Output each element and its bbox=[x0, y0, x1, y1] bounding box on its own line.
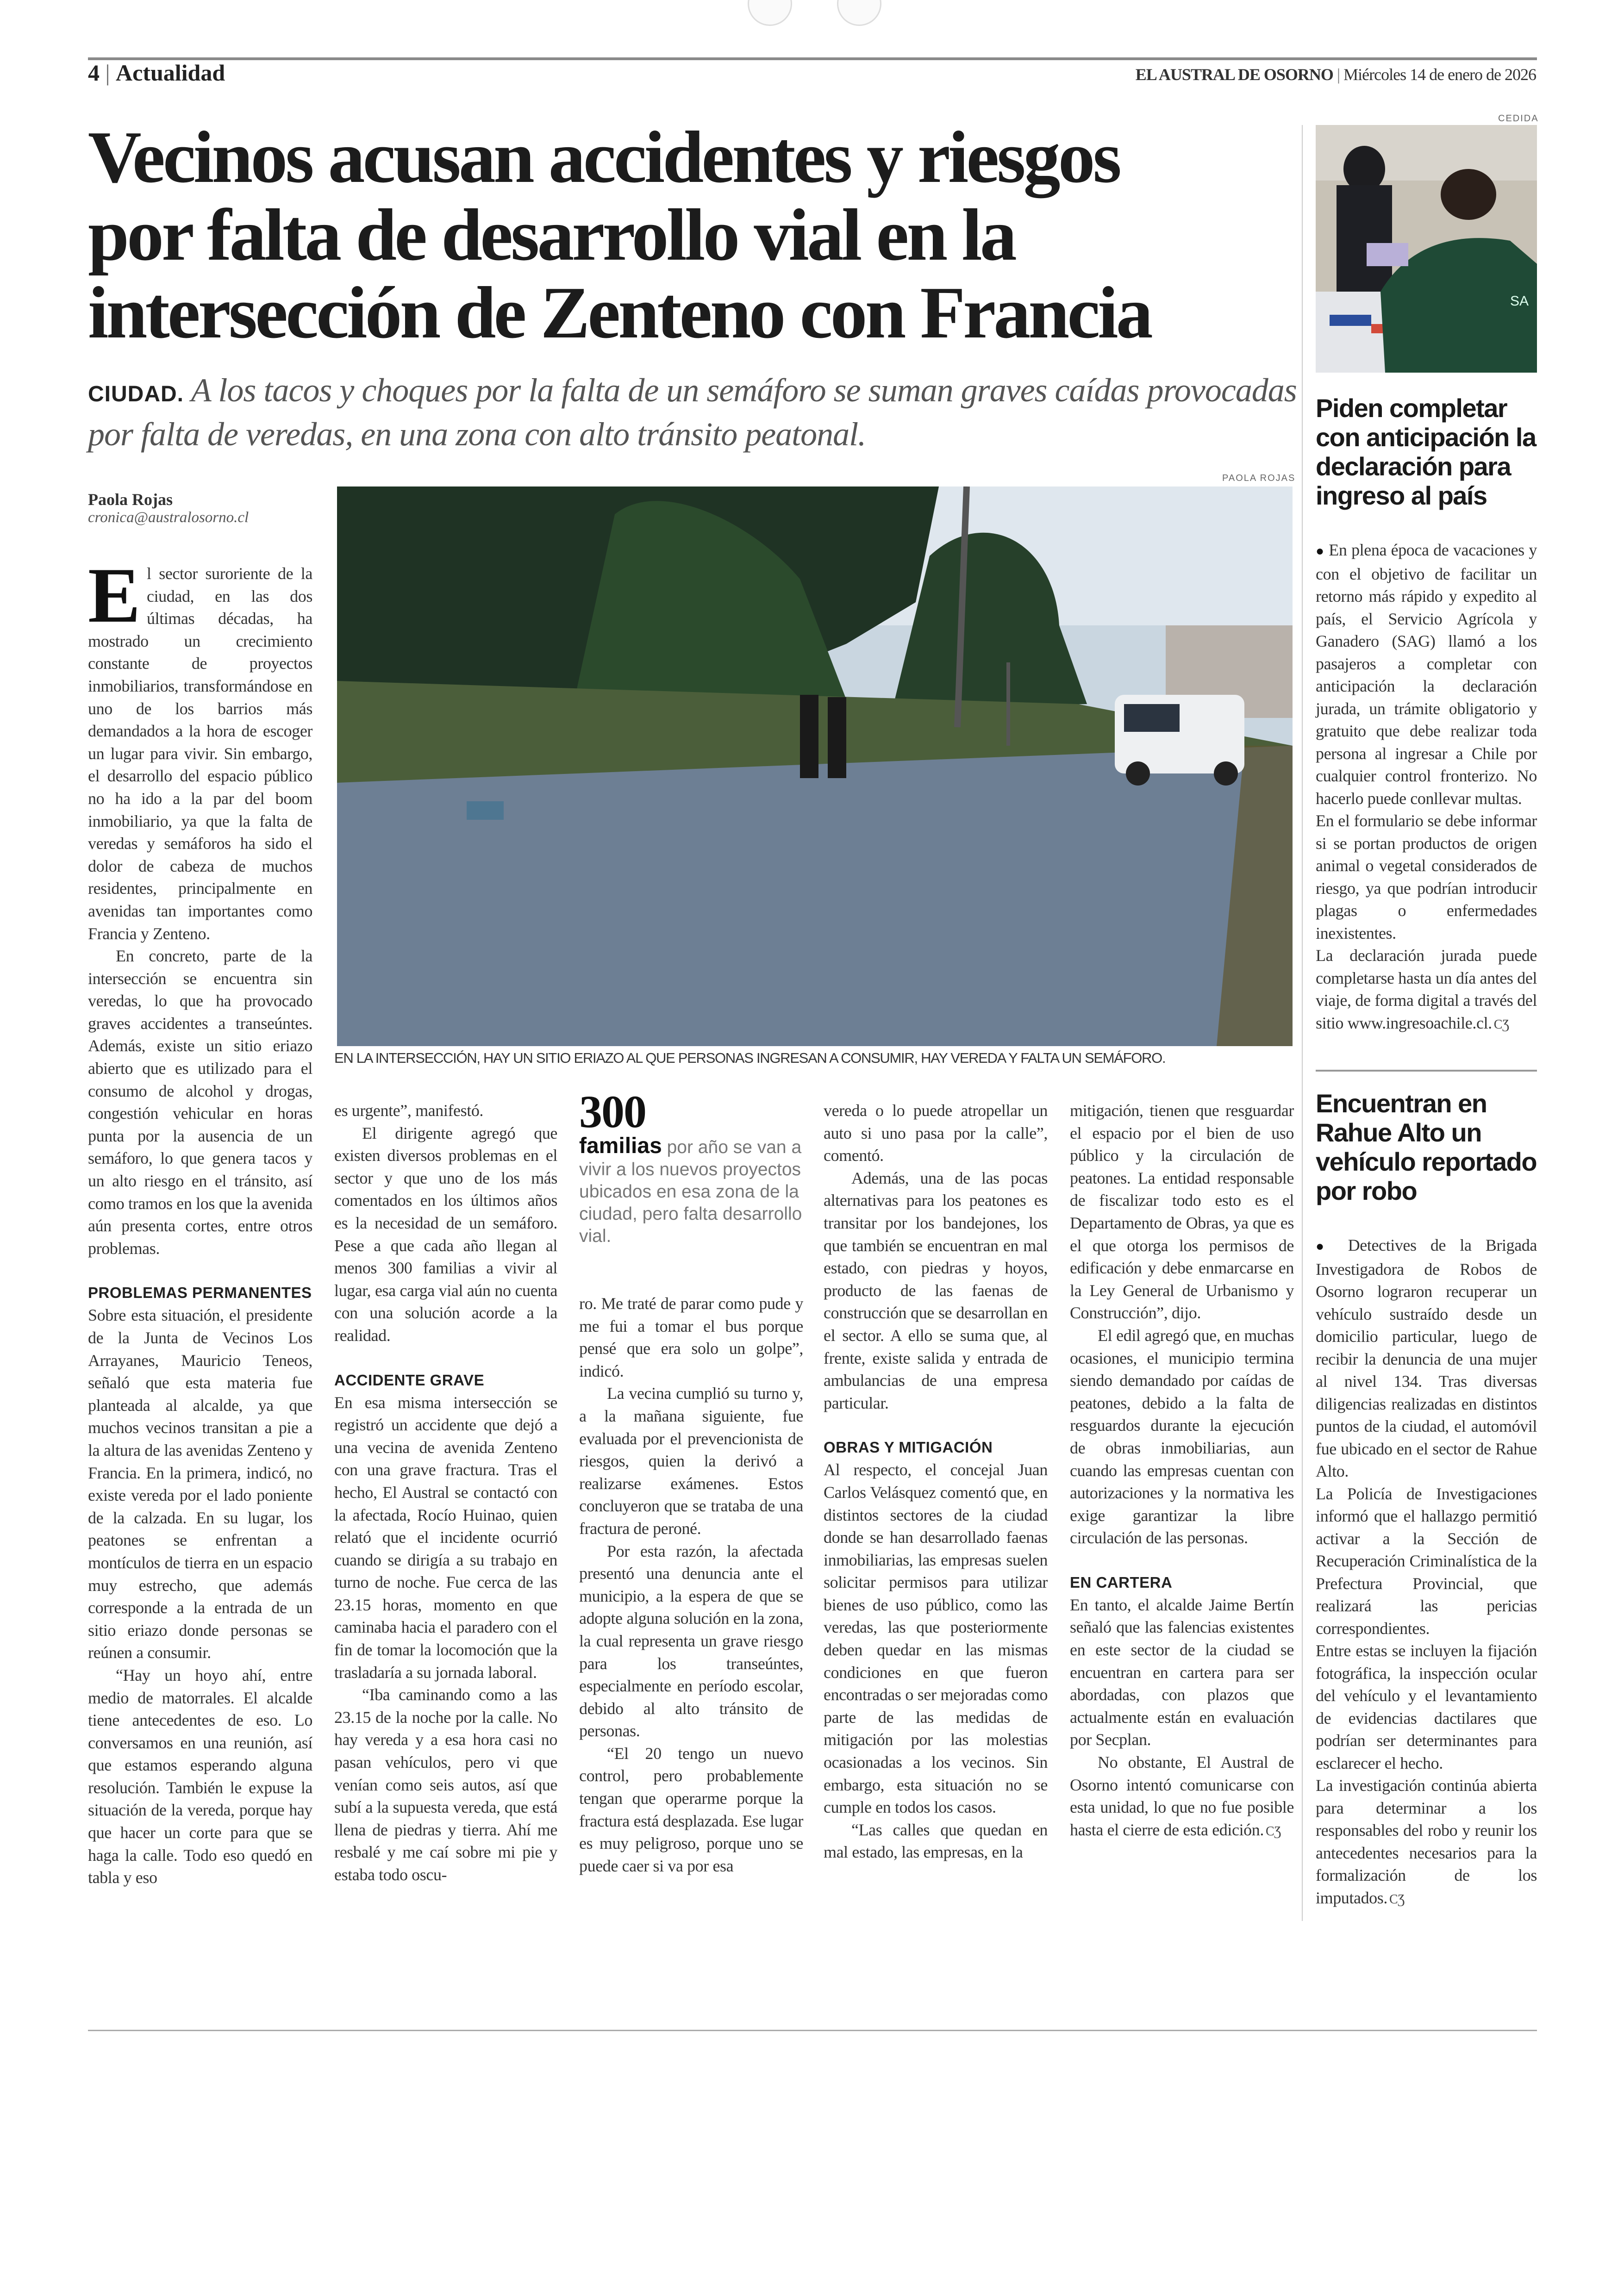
highlight-box bbox=[579, 1086, 803, 1247]
paper-dateline: EL AUSTRAL DE OSORNO | Miércoles 14 de enero de 2026 bbox=[1135, 65, 1536, 84]
sidebar-story-1 bbox=[1316, 393, 1537, 1036]
article-column-3 bbox=[579, 1292, 803, 1877]
story-paragraph: La investigación continúa abierta para determinar a los responsables del robo y reunir los antecedentes necesarios para la formalización de los imputados. bbox=[1316, 1776, 1537, 1907]
subheading: OBRAS Y MITIGACIÓN bbox=[824, 1439, 993, 1456]
bullet-icon: ● bbox=[1316, 543, 1324, 559]
paragraph bbox=[579, 1742, 803, 1877]
paragraph-text: Al respecto, el concejal Juan Carlos Velásquez comentó que, en distintos sectores de la ciudad donde se han desarrollado faenas inmobiliarias, las empresas suelen solicitar permisos para utilizar bienes de uso público, como las veredas, las que posteriormente deben quedar en las mismas condiciones en que fueron encontradas o ser mejoradas como parte de las medidas de mitigación por las molestias ocasionadas a los vecinos. Sin embargo, esta situación no se cumple en todos los casos. bbox=[824, 1460, 1048, 1817]
header-rule bbox=[88, 57, 1537, 60]
photo-credit: PAOLA ROJAS bbox=[1222, 473, 1296, 483]
subheading: EN CARTERA bbox=[1070, 1573, 1173, 1591]
article-column-5 bbox=[1070, 1099, 1294, 1843]
paragraph bbox=[579, 1540, 803, 1742]
paragraph-text: “Hay un hoyo ahí, entre medio de matorrales. El alcalde tiene antecedentes de eso. Lo conversamos en una reunión, así que estamos esperando alguna resolución. También le expuse la situación de la vereda, porque hay que hacer un corte para que se haga la calle. Todo eso quedó en tabla y eso bbox=[88, 1665, 312, 1887]
paragraph bbox=[88, 552, 312, 945]
sag-logo: SA bbox=[1510, 293, 1529, 309]
paragraph bbox=[334, 1684, 557, 1886]
paragraph bbox=[1070, 1099, 1294, 1324]
paragraph bbox=[88, 1664, 312, 1889]
paragraph-text: Sobre esta situación, el presidente de la Junta de Vecinos Los Arrayanes, Mauricio Teneos, señaló que esta materia fue planteada al alcalde, ya que muchos vecinos transitan a pie a la altura de las avenidas Zenteno y Francia. En la primera, indicó, no existe vereda por el lado poniente de la calzada. En su lugar, los peatones se enfrentan a montículos de tierra en un espacio muy estrecho, que además corresponde a la entrada de un sitio eriazo donde personas se reúnen a consumir. bbox=[88, 1306, 312, 1662]
highlight-word: familias bbox=[579, 1134, 662, 1158]
paragraph-text: Por esta razón, la afectada presentó una denuncia ante el municipio, a la espera de que se adopte alguna solución en la zona, la cual representa un grave riesgo para los transeúntes, especialmente en período escolar, debido al alto tránsito de personas. bbox=[579, 1541, 803, 1740]
paragraph-text: “El 20 tengo un nuevo control, pero probablemente tengan que operarme porque la fractura está desplazada. Ese lugar es muy peligroso, porque uno se puede caer si va por esa bbox=[579, 1744, 803, 1875]
paragraph-text: “Iba caminando como a las 23.15 de la noche por la calle. No hay vereda y a esa hora casi no pasan vehículos, pero vi que venían como seis autos, así que subí a la supuesta vereda, que está llena de piedras y tierra. Ahí me resbalé y me caí sobre mi pie y estaba todo oscu- bbox=[334, 1685, 557, 1884]
paragraph-text: ro. Me traté de parar como pude y me fui a tomar el bus porque pensé que era solo un golpe”, indicó. bbox=[579, 1294, 803, 1380]
footer-rule bbox=[88, 2030, 1537, 2031]
paragraph-text: mitigación, tienen que resguardar el espacio por el bien de uso público y la circulación de peatones. La entidad responsable de fiscalizar todo esto es el Departamento de Obras, ya que es el que otorga los permisos de edificación y debe enmarcarse en la Ley General de Urbanismo y Construcción”, dijo. bbox=[1070, 1101, 1294, 1322]
drop-cap: E bbox=[88, 552, 140, 639]
story-headline: Encuentran en Rahue Alto un vehículo reportado por robo bbox=[1316, 1089, 1537, 1205]
headline-line: intersección de Zenteno con Francia bbox=[88, 271, 1151, 354]
end-mark-icon: CƷ bbox=[1493, 1017, 1509, 1032]
paragraph bbox=[824, 1819, 1048, 1864]
paragraph bbox=[1070, 1594, 1294, 1751]
paragraph bbox=[579, 1382, 803, 1540]
sidebar-story-2 bbox=[1316, 1089, 1537, 1911]
subtitle-text: A los tacos y choques por la falta de un semáforo se suman graves caídas provocadas por falta de veredas, en una zona con alto tránsito peatonal. bbox=[88, 372, 1297, 453]
story-headline: Piden completar con anticipación la declaración para ingreso al país bbox=[1316, 393, 1536, 510]
photo-caption: EN LA INTERSECCIÓN, HAY UN SITIO ERIAZO AL QUE PERSONAS INGRESAN A CONSUMIR, HAY VEREDA Y FALTA UN SEMÁFORO. bbox=[334, 1050, 1166, 1066]
bullet-icon: ● bbox=[1316, 1239, 1334, 1254]
paragraph-text: En concreto, parte de la intersección se encuentra sin veredas, lo que ha provocado graves accidentes a transeúntes. Además, existe un sitio eriazo abierto que es utilizado para el consumo de alcohol y drogas, congestión vehicular en horas punta por la ausencia de un semáforo, lo que genera tacos y un alto riesgo en el tránsito, así como tramos en los que la avenida aún presenta cortes, entre otros problemas. bbox=[88, 947, 312, 1258]
street-photo bbox=[337, 486, 1293, 1046]
headline-line: por falta de desarrollo vial en la bbox=[88, 193, 1015, 276]
article-subtitle bbox=[88, 370, 1301, 454]
headline-line: Vecinos acusan accidentes y riesgos bbox=[88, 116, 1119, 198]
sidebar-photo-credit: CEDIDA bbox=[1498, 113, 1539, 124]
paragraph-text: es urgente”, manifestó. bbox=[334, 1101, 484, 1120]
story-paragraph: La Policía de Investigaciones informó que el hallazgo permitió activar a la Sección de Recuperación Criminalística de la Prefectura Provincial, que realizará las pericias correspondientes. bbox=[1316, 1484, 1537, 1638]
paragraph-text: En esa misma intersección se registró un accidente que dejó a una vecina de avenida Zenteno con una grave fractura. Tras el hecho, El Austral se contactó con la afectada, Rocío Huinao, quien relató que el incidente ocurrió cuando se dirigía a su trabajo en turno de noche. Fue cerca de las 23.15 horas, momento en que caminaba hacia el paradero con el fin de tomar la locomoción que la trasladaría a su jornada laboral. bbox=[334, 1393, 557, 1682]
section-name: Actualidad bbox=[116, 60, 225, 86]
paragraph bbox=[88, 1304, 312, 1664]
subheading: ACCIDENTE GRAVE bbox=[334, 1371, 485, 1389]
section-header: 4 | Actualidad bbox=[88, 60, 225, 86]
nav-prev-button[interactable] bbox=[748, 0, 792, 26]
article-headline bbox=[88, 116, 1301, 354]
paragraph-text: El dirigente agregó que existen diversos problemas en el sector y que uno de los más comentados en los últimos años es la necesidad de un semáforo. Pese a que cada año llegan al menos 300 familias a vivir al lugar, esa carga vial aún no cuenta con una solución acorde a la realidad. bbox=[334, 1123, 557, 1345]
paragraph-text: vereda o lo puede atropellar un auto si uno pasa por la calle”, comentó. bbox=[824, 1101, 1048, 1165]
author-email[interactable]: cronica@australosorno.cl bbox=[88, 509, 249, 526]
byline bbox=[88, 490, 249, 526]
paper-name: EL AUSTRAL DE OSORNO bbox=[1135, 65, 1333, 84]
story-paragraph: En plena época de vacaciones y con el objetivo de facilitar un retorno más rápido y expedito al país, el Servicio Agrícola y Ganadero (SAG) llamó a los pasajeros a completar con anticipación la declaración jurada, un trámite obligatorio y gratuito que debe realizar toda persona al ingresar a Chile por cualquier control fronterizo. No hacerlo puede conllevar multas. bbox=[1316, 541, 1537, 808]
paragraph-text: En tanto, el alcalde Jaime Bertín señaló que las falencias existentes en este sector de la ciudad se encuentran en cartera para ser abordadas, con plazos que actualmente están en evaluación por Secplan. bbox=[1070, 1595, 1294, 1749]
paragraph-text: Además, una de las pocas alternativas para los peatones es transitar por los bandejones, los que también se encuentran en mal estado, con piedras y hoyos, producto de las faenas de construcción que se desarrollan en el sector. A ello se suma que, al frente, existe salida y entrada de ambulancias de una empresa particular. bbox=[824, 1168, 1048, 1412]
paragraph bbox=[334, 1099, 557, 1122]
page-number: 4 bbox=[88, 60, 100, 86]
subheading: PROBLEMAS PERMANENTES bbox=[88, 1284, 312, 1302]
paragraph bbox=[1070, 1751, 1294, 1843]
sidebar-divider bbox=[1302, 125, 1303, 1921]
highlight-number: 300 bbox=[579, 1086, 646, 1137]
paragraph bbox=[334, 1391, 557, 1684]
paragraph bbox=[824, 1167, 1048, 1415]
paragraph bbox=[334, 1122, 557, 1347]
story-body bbox=[1316, 539, 1537, 1036]
nav-next-button[interactable] bbox=[837, 0, 881, 26]
article-column-4 bbox=[824, 1099, 1048, 1864]
section-kicker: CIUDAD. bbox=[88, 382, 184, 406]
paragraph bbox=[88, 945, 312, 1260]
paragraph bbox=[579, 1292, 803, 1382]
story-paragraph: Entre estas se incluyen la fijación fotográfica, la inspección ocular del vehículo y el levantamiento de evidencias dactilares que podrían ser determinantes para esclarecer el hecho. bbox=[1316, 1641, 1537, 1772]
paragraph-text: “Las calles que quedan en mal estado, las empresas, en la bbox=[824, 1820, 1048, 1862]
story-paragraph: La declaración jurada puede completarse hasta un día antes del viaje, de forma digital a través del sitio www.ingresoachile.cl. bbox=[1316, 946, 1537, 1032]
paragraph-text: l sector suroriente de la ciudad, en las dos últimas décadas, ha mostrado un crecimiento constante de proyectos inmobiliarios, transformándose en uno de los barrios más demandados a la hora de escoger un lugar para vivir. Sin embargo, el desarrollo del espacio público no ha ido a la par del boom inmobiliario, ya que la falta de veredas y semáforos ha sido el dolor de cabeza de muchos residentes, principalmente en avenidas tan importantes como Francia y Zenteno. bbox=[88, 564, 312, 943]
highlight-text: por año se van a vivir a los nuevos proyectos ubicados en esa zona de la ciudad, pero falta desarrollo vial. bbox=[579, 1137, 802, 1246]
paragraph-text: El edil agregó que, en muchas ocasiones, el municipio termina siendo demandado por caídas de peatones, debido a la falta de resguardos durante la ejecución de obras inmobiliarias, aun cuando las empresas cuentan con autorizaciones y la normativa les exige garantizar la libre circulación de las personas. bbox=[1070, 1326, 1294, 1547]
author-name: Paola Rojas bbox=[88, 490, 173, 509]
story-body bbox=[1316, 1234, 1537, 1911]
article-column-2 bbox=[334, 1099, 557, 1886]
paragraph bbox=[824, 1099, 1048, 1167]
sidebar-rule bbox=[1316, 1070, 1537, 1072]
story-paragraph: En el formulario se debe informar si se portan productos de origen animal o vegetal considerados de riesgo, ya que podrían introducir plagas o enfermedades inexistentes. bbox=[1316, 811, 1537, 942]
paragraph-text: La vecina cumplió su turno y, a la mañana siguiente, fue evaluada por el prevencionista de riesgos, quien la derivó a realizarse exámenes. Estos concluyeron que se trataba de una fractura de peroné. bbox=[579, 1384, 803, 1538]
paragraph-text: No obstante, El Austral de Osorno intentó comunicarse con esta unidad, lo que no fue posible hasta el cierre de esta edición. bbox=[1070, 1753, 1294, 1839]
end-mark-icon: CƷ bbox=[1265, 1824, 1281, 1839]
sag-photo bbox=[1316, 125, 1537, 373]
issue-date: Miércoles 14 de enero de 2026 bbox=[1343, 65, 1536, 84]
article-column-1 bbox=[88, 552, 312, 1889]
paragraph bbox=[1070, 1324, 1294, 1549]
story-paragraph: Detectives de la Brigada Investigadora de Robos de Osorno lograron recuperar un vehículo sustraído desde un domicilio particular, luego de recibir la denuncia de una mujer al nivel 134. Tras diversas diligencias realizadas en distintos puntos de la ciudad, el automóvil fue ubicado en el sector de Rahue Alto. bbox=[1316, 1236, 1537, 1480]
end-mark-icon: CƷ bbox=[1389, 1892, 1405, 1907]
paragraph bbox=[824, 1459, 1048, 1819]
